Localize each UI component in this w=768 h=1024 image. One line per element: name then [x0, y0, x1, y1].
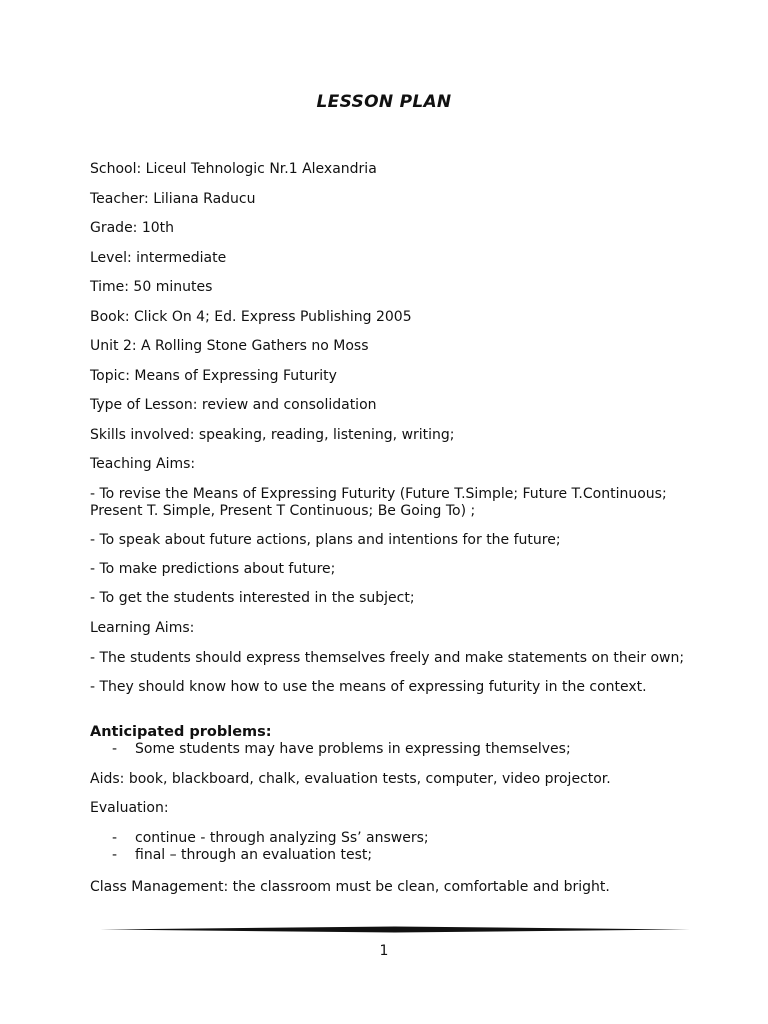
- evaluation-item: continue - through analyzing Ss’ answers;: [135, 830, 429, 846]
- bullet-dash: -: [112, 741, 118, 757]
- page-number: 1: [379, 943, 389, 959]
- teacher-line: Teacher: Liliana Raducu: [90, 191, 256, 207]
- level-line: Level: intermediate: [90, 250, 227, 266]
- grade-line: Grade: 10th: [90, 220, 175, 236]
- topic-line: Topic: Means of Expressing Futurity: [90, 368, 337, 384]
- aids-line: Aids: book, blackboard, chalk, evaluation tests, computer, video projector.: [90, 771, 611, 787]
- teaching-aim-item: - To revise the Means of Expressing Futurity (Future T.Simple; Future T.Continuous;: [90, 486, 667, 502]
- lesson-type-line: Type of Lesson: review and consolidation: [90, 397, 377, 413]
- teaching-aim-item-continued: Present T. Simple, Present T Continuous; Be Going To) ;: [90, 503, 476, 519]
- anticipated-problem-item: Some students may have problems in expressing themselves;: [135, 741, 571, 757]
- time-line: Time: 50 minutes: [90, 279, 213, 295]
- learning-aim-item: - The students should express themselves freely and make statements on their own;: [90, 650, 685, 666]
- learning-aims-heading: Learning Aims:: [90, 620, 195, 636]
- evaluation-item: final – through an evaluation test;: [135, 847, 373, 863]
- anticipated-problems-heading: Anticipated problems:: [90, 724, 272, 740]
- teaching-aim-item: - To speak about future actions, plans and intentions for the future;: [90, 532, 561, 548]
- teaching-aims-heading: Teaching Aims:: [90, 456, 196, 472]
- skills-line: Skills involved: speaking, reading, listening, writing;: [90, 427, 455, 443]
- class-management-line: Class Management: the classroom must be clean, comfortable and bright.: [90, 879, 610, 895]
- document-title: LESSON PLAN: [316, 92, 452, 112]
- learning-aim-item: - They should know how to use the means of expressing futurity in the context.: [90, 679, 647, 695]
- bullet-dash: -: [112, 830, 118, 846]
- teaching-aim-item: - To get the students interested in the subject;: [90, 590, 415, 606]
- unit-line: Unit 2: A Rolling Stone Gathers no Moss: [90, 338, 369, 354]
- bullet-dash: -: [112, 847, 118, 863]
- book-line: Book: Click On 4; Ed. Express Publishing 2005: [90, 309, 412, 325]
- school-line: School: Liceul Tehnologic Nr.1 Alexandria: [90, 161, 377, 177]
- footer-divider: [100, 926, 690, 933]
- teaching-aim-item: - To make predictions about future;: [90, 561, 336, 577]
- evaluation-heading: Evaluation:: [90, 800, 169, 816]
